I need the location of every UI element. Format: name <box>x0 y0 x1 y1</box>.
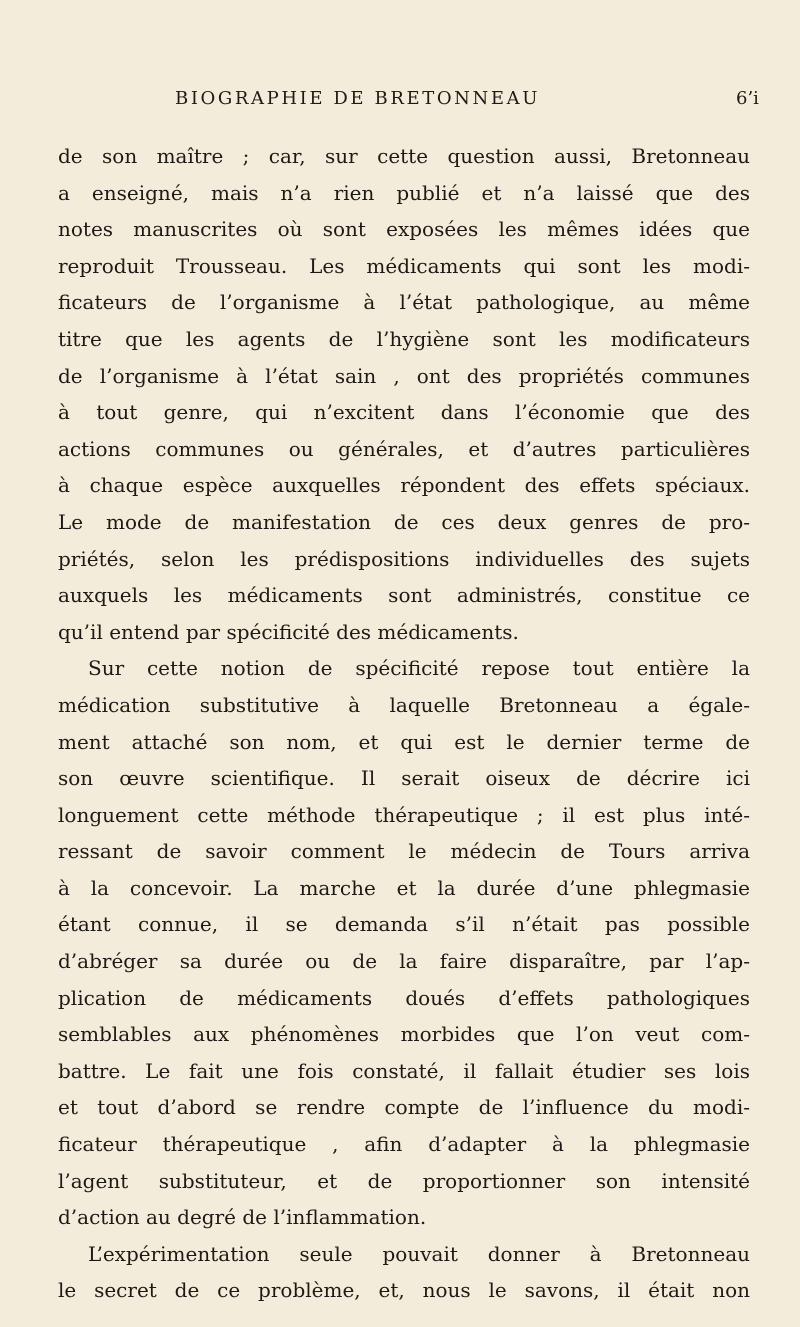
text-line: d’abréger sa durée ou de la faire disparaître, par l’ap- <box>58 949 750 974</box>
text-line: ficateur thérapeutique , afin d’adapter à la phlegmasie <box>58 1132 750 1157</box>
text-line: étant connue, il se demanda s’il n’était pas possible <box>58 912 750 937</box>
text-line: a enseigné, mais n’a rien publié et n’a laissé que des <box>58 180 750 205</box>
text-line: de l’organisme à l’état sain , ont des propriétés communes <box>58 363 750 388</box>
page-number: 6’i <box>736 88 759 109</box>
text-line: notes manuscrites où sont exposées les mêmes idées que <box>58 217 750 242</box>
text-line: plication de médicaments doués d’effets pathologiques <box>58 985 750 1010</box>
running-title: BIOGRAPHIE DE BRETONNEAU <box>175 88 540 109</box>
text-line: le secret de ce problème, et, nous le savons, il était non <box>58 1278 750 1303</box>
text-line: titre que les agents de l’hygiène sont les modificateurs <box>58 326 750 351</box>
text-line: L’expérimentation seule pouvait donner à Bretonneau <box>88 1241 750 1266</box>
page-header <box>0 88 800 118</box>
text-line: ment attaché son nom, et qui est le dernier terme de <box>58 729 750 754</box>
text-line: reproduit Trousseau. Les médicaments qui sont les modi- <box>58 253 750 278</box>
body-text <box>58 138 750 1309</box>
text-line: à chaque espèce auxquelles répondent des effets spéciaux. <box>58 473 750 498</box>
text-line: auxquels les médicaments sont administrés, constitue ce <box>58 583 750 608</box>
text-line: l’agent substituteur, et de proportionner son intensité <box>58 1168 750 1193</box>
text-line: Le mode de manifestation de ces deux genres de pro- <box>58 509 750 534</box>
text-line: priétés, selon les prédispositions individuelles des sujets <box>58 546 750 571</box>
text-line: Sur cette notion de spécificité repose tout entière la <box>88 656 750 681</box>
text-line: et tout d’abord se rendre compte de l’influence du modi- <box>58 1095 750 1120</box>
text-line: d’action au degré de l’inflammation. <box>58 1205 427 1230</box>
text-line: son œuvre scientifique. Il serait oiseux de décrire ici <box>58 766 750 791</box>
text-line: ficateurs de l’organisme à l’état pathologique, au même <box>58 290 750 315</box>
text-line: qu’il entend par spécificité des médicaments. <box>58 619 519 644</box>
text-line: longuement cette méthode thérapeutique ; il est plus inté- <box>58 802 750 827</box>
text-line: battre. Le fait une fois constaté, il fallait étudier ses lois <box>58 1058 750 1083</box>
text-line: à tout genre, qui n’excitent dans l’économie que des <box>58 400 750 425</box>
text-line: médication substitutive à laquelle Bretonneau a égale- <box>58 692 750 717</box>
text-line: actions communes ou générales, et d’autres particulières <box>58 436 750 461</box>
text-line: à la concevoir. La marche et la durée d’une phlegmasie <box>58 875 750 900</box>
text-line: semblables aux phénomènes morbides que l’on veut com- <box>58 1022 750 1047</box>
text-line: de son maître ; car, sur cette question aussi, Bretonneau <box>58 144 750 168</box>
text-line: ressant de savoir comment le médecin de Tours arriva <box>58 839 750 864</box>
